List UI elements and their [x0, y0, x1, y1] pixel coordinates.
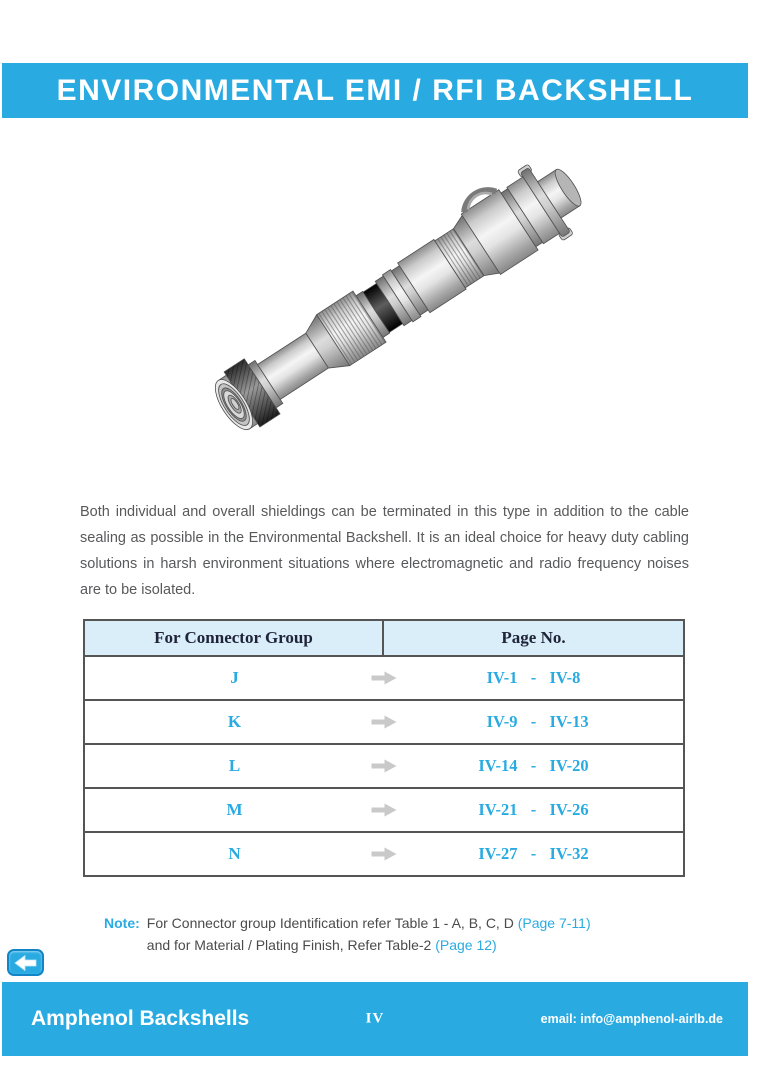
footnote: [104, 912, 591, 956]
note-line1-text: For Connector group Identification refer Table 1 - A, B, C, D: [146, 915, 514, 931]
page-from: IV-27: [478, 844, 518, 863]
table-row-group-k[interactable]: [85, 701, 683, 745]
contact-email[interactable]: [541, 1012, 723, 1026]
note-label: Note:: [104, 915, 140, 931]
header-band: [2, 63, 748, 118]
connector-group-table: [83, 619, 685, 877]
page-range: [384, 833, 683, 875]
range-separator: -: [530, 800, 537, 819]
page-range: [384, 745, 683, 787]
backshell-product-drawing: [182, 140, 612, 470]
page-range: [384, 789, 683, 831]
right-arrow-icon: [371, 715, 398, 729]
page-title: ENVIRONMENTAL EMI / RFI BACKSHELL: [56, 73, 694, 107]
range-separator: -: [530, 712, 537, 731]
page-range: [384, 701, 683, 743]
page-to: IV-20: [549, 756, 589, 775]
table-row-group-n[interactable]: [85, 833, 683, 875]
footer-band: [2, 982, 748, 1056]
back-arrow-icon: [14, 955, 37, 971]
note-line1-page-ref[interactable]: (Page 7-11): [517, 915, 591, 931]
right-arrow-icon: [371, 847, 398, 861]
group-label: M: [226, 800, 243, 819]
right-arrow-icon: [371, 759, 398, 773]
page-from: IV-9: [486, 712, 518, 731]
group-label: L: [228, 756, 241, 775]
table-header-connector-group: For Connector Group: [85, 621, 384, 655]
range-separator: -: [530, 668, 537, 687]
group-label: N: [228, 844, 241, 863]
table-header-page-no: Page No.: [501, 628, 566, 647]
backshell-3d-icon: [182, 140, 612, 470]
group-label: K: [227, 712, 242, 731]
note-body: [147, 912, 591, 956]
range-separator: -: [530, 756, 537, 775]
page-to: IV-8: [549, 668, 581, 687]
brand-name: Amphenol Backshells: [31, 1007, 250, 1030]
note-line2-text: and for Material / Plating Finish, Refer Table-2: [146, 937, 432, 953]
right-arrow-icon: [371, 803, 398, 817]
table-row-group-m[interactable]: [85, 789, 683, 833]
page-to: IV-32: [549, 844, 589, 863]
page-to: IV-13: [549, 712, 589, 731]
back-button[interactable]: [7, 949, 44, 976]
right-arrow-icon: [371, 671, 398, 685]
section-page-number: IV: [365, 1010, 385, 1027]
page-range: [384, 657, 683, 699]
note-line2-page-ref[interactable]: (Page 12): [435, 937, 497, 953]
page-from: IV-14: [478, 756, 518, 775]
table-row-group-l[interactable]: [85, 745, 683, 789]
group-label: J: [230, 668, 239, 687]
page-from: IV-1: [486, 668, 518, 687]
page-to: IV-26: [549, 800, 589, 819]
table-header-row: [85, 621, 683, 657]
page-from: IV-21: [478, 800, 518, 819]
product-description: Both individual and overall shieldings can be terminated in this type in addition to the cable sealing as possible in the Environmental Backshell. It is an ideal choice for heavy duty cabling solutions in harsh environment situations where electromagnetic and radio frequency noises are to be isolated.: [80, 503, 689, 598]
table-row-group-j[interactable]: [85, 657, 683, 701]
email-label: email:: [540, 1012, 577, 1026]
range-separator: -: [530, 844, 537, 863]
email-address[interactable]: info@amphenol-airlb.de: [580, 1012, 723, 1026]
